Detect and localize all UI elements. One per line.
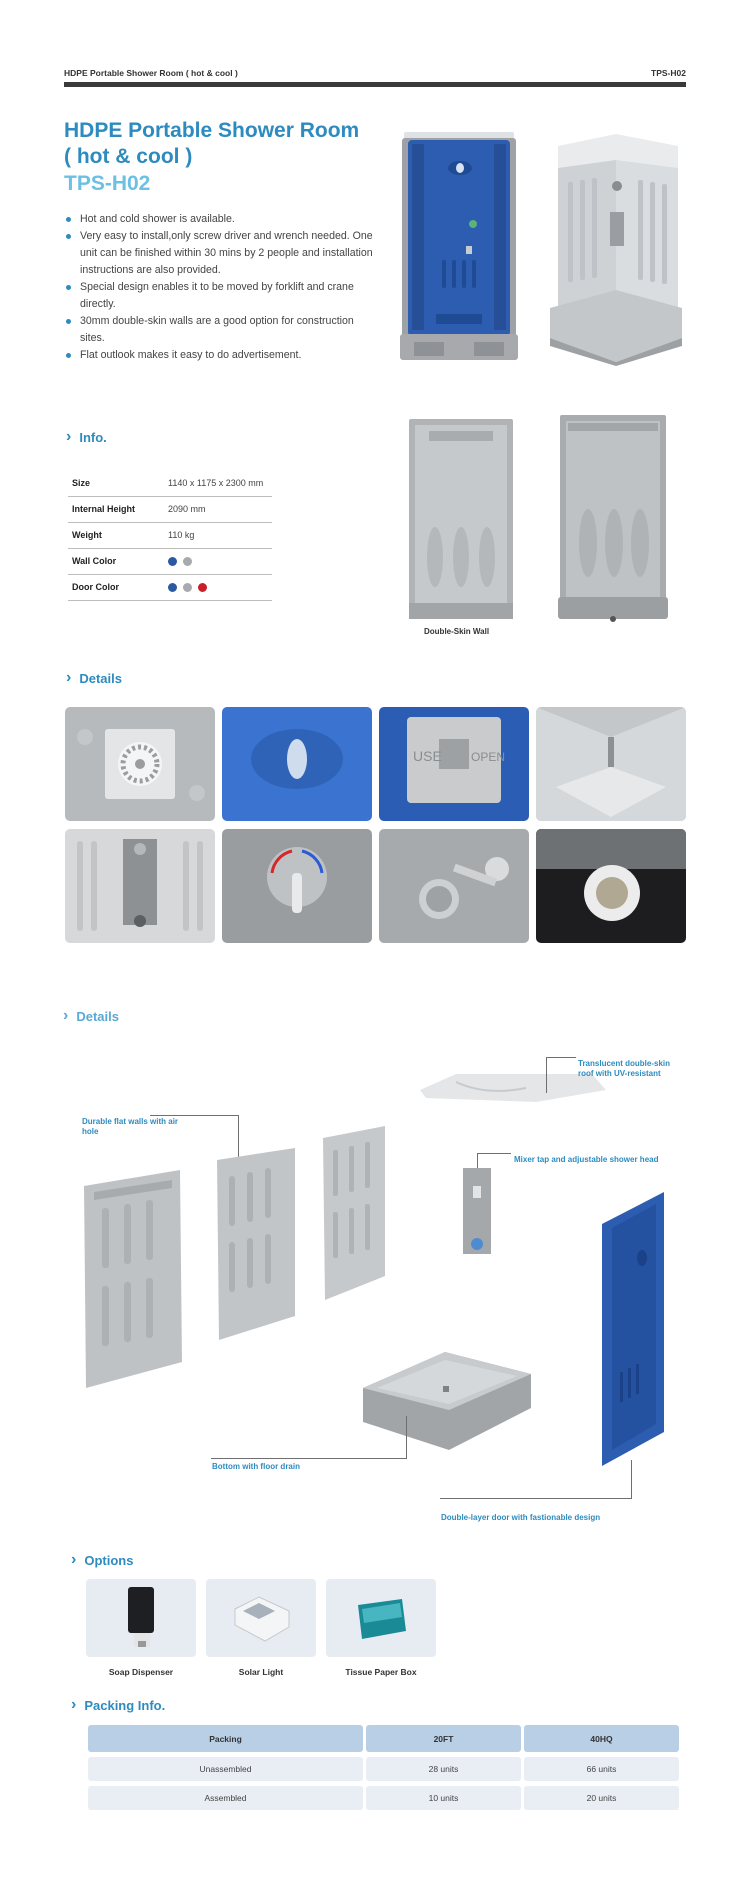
packing-cell: Assembled [88, 1786, 363, 1810]
chevron-right-icon: › [71, 1696, 77, 1713]
floor-callout: Bottom with floor drain [212, 1462, 300, 1471]
packing-heading: › Packing Info. [71, 1696, 166, 1713]
option-solar-light-card [206, 1579, 316, 1657]
feature-item: Very easy to install,only screw driver and wrench needed. One unit can be finished within 30 mins by 2 people and installation instructions are also provided. [64, 228, 374, 279]
feature-item: Hot and cold shower is available. [64, 211, 374, 228]
packing-cell: Unassembled [88, 1757, 363, 1781]
tissue-box-icon [354, 1595, 410, 1643]
option-label: Solar Light [238, 1667, 284, 1677]
chevron-right-icon: › [66, 669, 72, 686]
chevron-right-icon: › [71, 1551, 77, 1568]
info-row-wall-color [68, 548, 272, 574]
packing-col-header: Packing [88, 1725, 363, 1752]
info-value: 2090 mm [164, 496, 272, 522]
wall-panel-middle-image [215, 1146, 297, 1342]
packing-cell: 10 units [366, 1786, 521, 1810]
info-key: Wall Color [68, 548, 164, 574]
product-interior-image [546, 132, 686, 366]
option-label: Soap Dispenser [108, 1667, 174, 1677]
option-label: Tissue Paper Box [345, 1667, 417, 1677]
wall-back-image [556, 413, 670, 625]
solar-light-icon [231, 1595, 293, 1643]
info-key: Weight [68, 522, 164, 548]
color-swatch-blue [168, 583, 177, 592]
product-title [64, 118, 364, 170]
feature-item: Flat outlook makes it easy to do advertisement. [64, 347, 374, 364]
svg-text:OPEN: OPEN [471, 750, 506, 764]
door-color-swatches [164, 574, 272, 600]
details-heading: › Details [66, 669, 122, 686]
wall-panel-left-image [80, 1168, 186, 1390]
header-title: HDPE Portable Shower Room ( hot & cool ) [64, 68, 238, 78]
info-key: Size [68, 470, 164, 496]
packing-header-row [88, 1725, 679, 1752]
wall-panel-right-image [321, 1126, 387, 1302]
soap-dispenser-icon [126, 1585, 156, 1651]
product-front-image [398, 128, 520, 364]
roof-callout: Translucent double-skin roof with UV-resistant [578, 1059, 671, 1078]
packing-cell: 66 units [524, 1757, 679, 1781]
packing-table [85, 1720, 682, 1815]
feature-list [64, 211, 374, 364]
door-callout: Double-layer door with fastionable design [441, 1513, 601, 1522]
color-swatch-red [198, 583, 207, 592]
info-row-internal-height [68, 496, 272, 522]
packing-cell: 28 units [366, 1757, 521, 1781]
feature-item: 30mm double-skin walls are a good option for construction sites. [64, 313, 374, 347]
chevron-right-icon: › [66, 428, 72, 445]
exploded-heading: › Details [63, 1007, 119, 1024]
header-model: TPS-H02 [651, 68, 686, 78]
svg-text:USE: USE [413, 748, 442, 764]
info-key: Internal Height [68, 496, 164, 522]
feature-item: Special design enables it to be moved by forklift and crane directly. [64, 279, 374, 313]
product-title-line2: ( hot & cool ) [64, 145, 193, 168]
walls-callout: Durable flat walls with air hole [82, 1117, 179, 1136]
detail-shower-head-image [379, 829, 529, 943]
mixer-callout: Mixer tap and adjustable shower head [514, 1155, 659, 1164]
floor-base-image [359, 1350, 535, 1452]
detail-interior-corner-image [536, 707, 686, 821]
info-value: 1140 x 1175 x 2300 mm [164, 470, 272, 496]
header-divider [64, 82, 686, 87]
info-row-weight [68, 522, 272, 548]
info-value: 110 kg [164, 522, 272, 548]
wall-front-image [405, 417, 517, 621]
packing-col-header: 20FT [366, 1725, 521, 1752]
detail-translucent-window-image [222, 707, 372, 821]
door-image [598, 1192, 668, 1468]
detail-floor-drain-image [65, 707, 215, 821]
mixer-panel-image [461, 1168, 493, 1256]
option-soap-dispenser-card [86, 1579, 196, 1657]
info-table [68, 470, 272, 601]
product-title-line1: HDPE Portable Shower Room [64, 119, 360, 142]
table-row [88, 1786, 679, 1810]
info-row-door-color [68, 574, 272, 600]
info-key: Door Color [68, 574, 164, 600]
packing-col-header: 40HQ [524, 1725, 679, 1752]
info-heading: › Info. [66, 428, 107, 445]
detail-mixer-tap-image [222, 829, 372, 943]
table-row [88, 1757, 679, 1781]
chevron-right-icon: › [63, 1007, 69, 1024]
color-swatch-grey [183, 583, 192, 592]
color-swatch-grey [183, 557, 192, 566]
detail-use-open-lock-image [379, 707, 529, 821]
wall-caption: Double-Skin Wall [424, 627, 490, 636]
detail-mixer-panel-image [65, 829, 215, 943]
wall-color-swatches [164, 548, 272, 574]
color-swatch-blue [168, 557, 177, 566]
info-row-size [68, 470, 272, 496]
packing-cell: 20 units [524, 1786, 679, 1810]
product-model: TPS-H02 [64, 172, 151, 195]
detail-drain-pipe-image [536, 829, 686, 943]
options-heading: › Options [71, 1551, 134, 1568]
option-tissue-box-card [326, 1579, 436, 1657]
